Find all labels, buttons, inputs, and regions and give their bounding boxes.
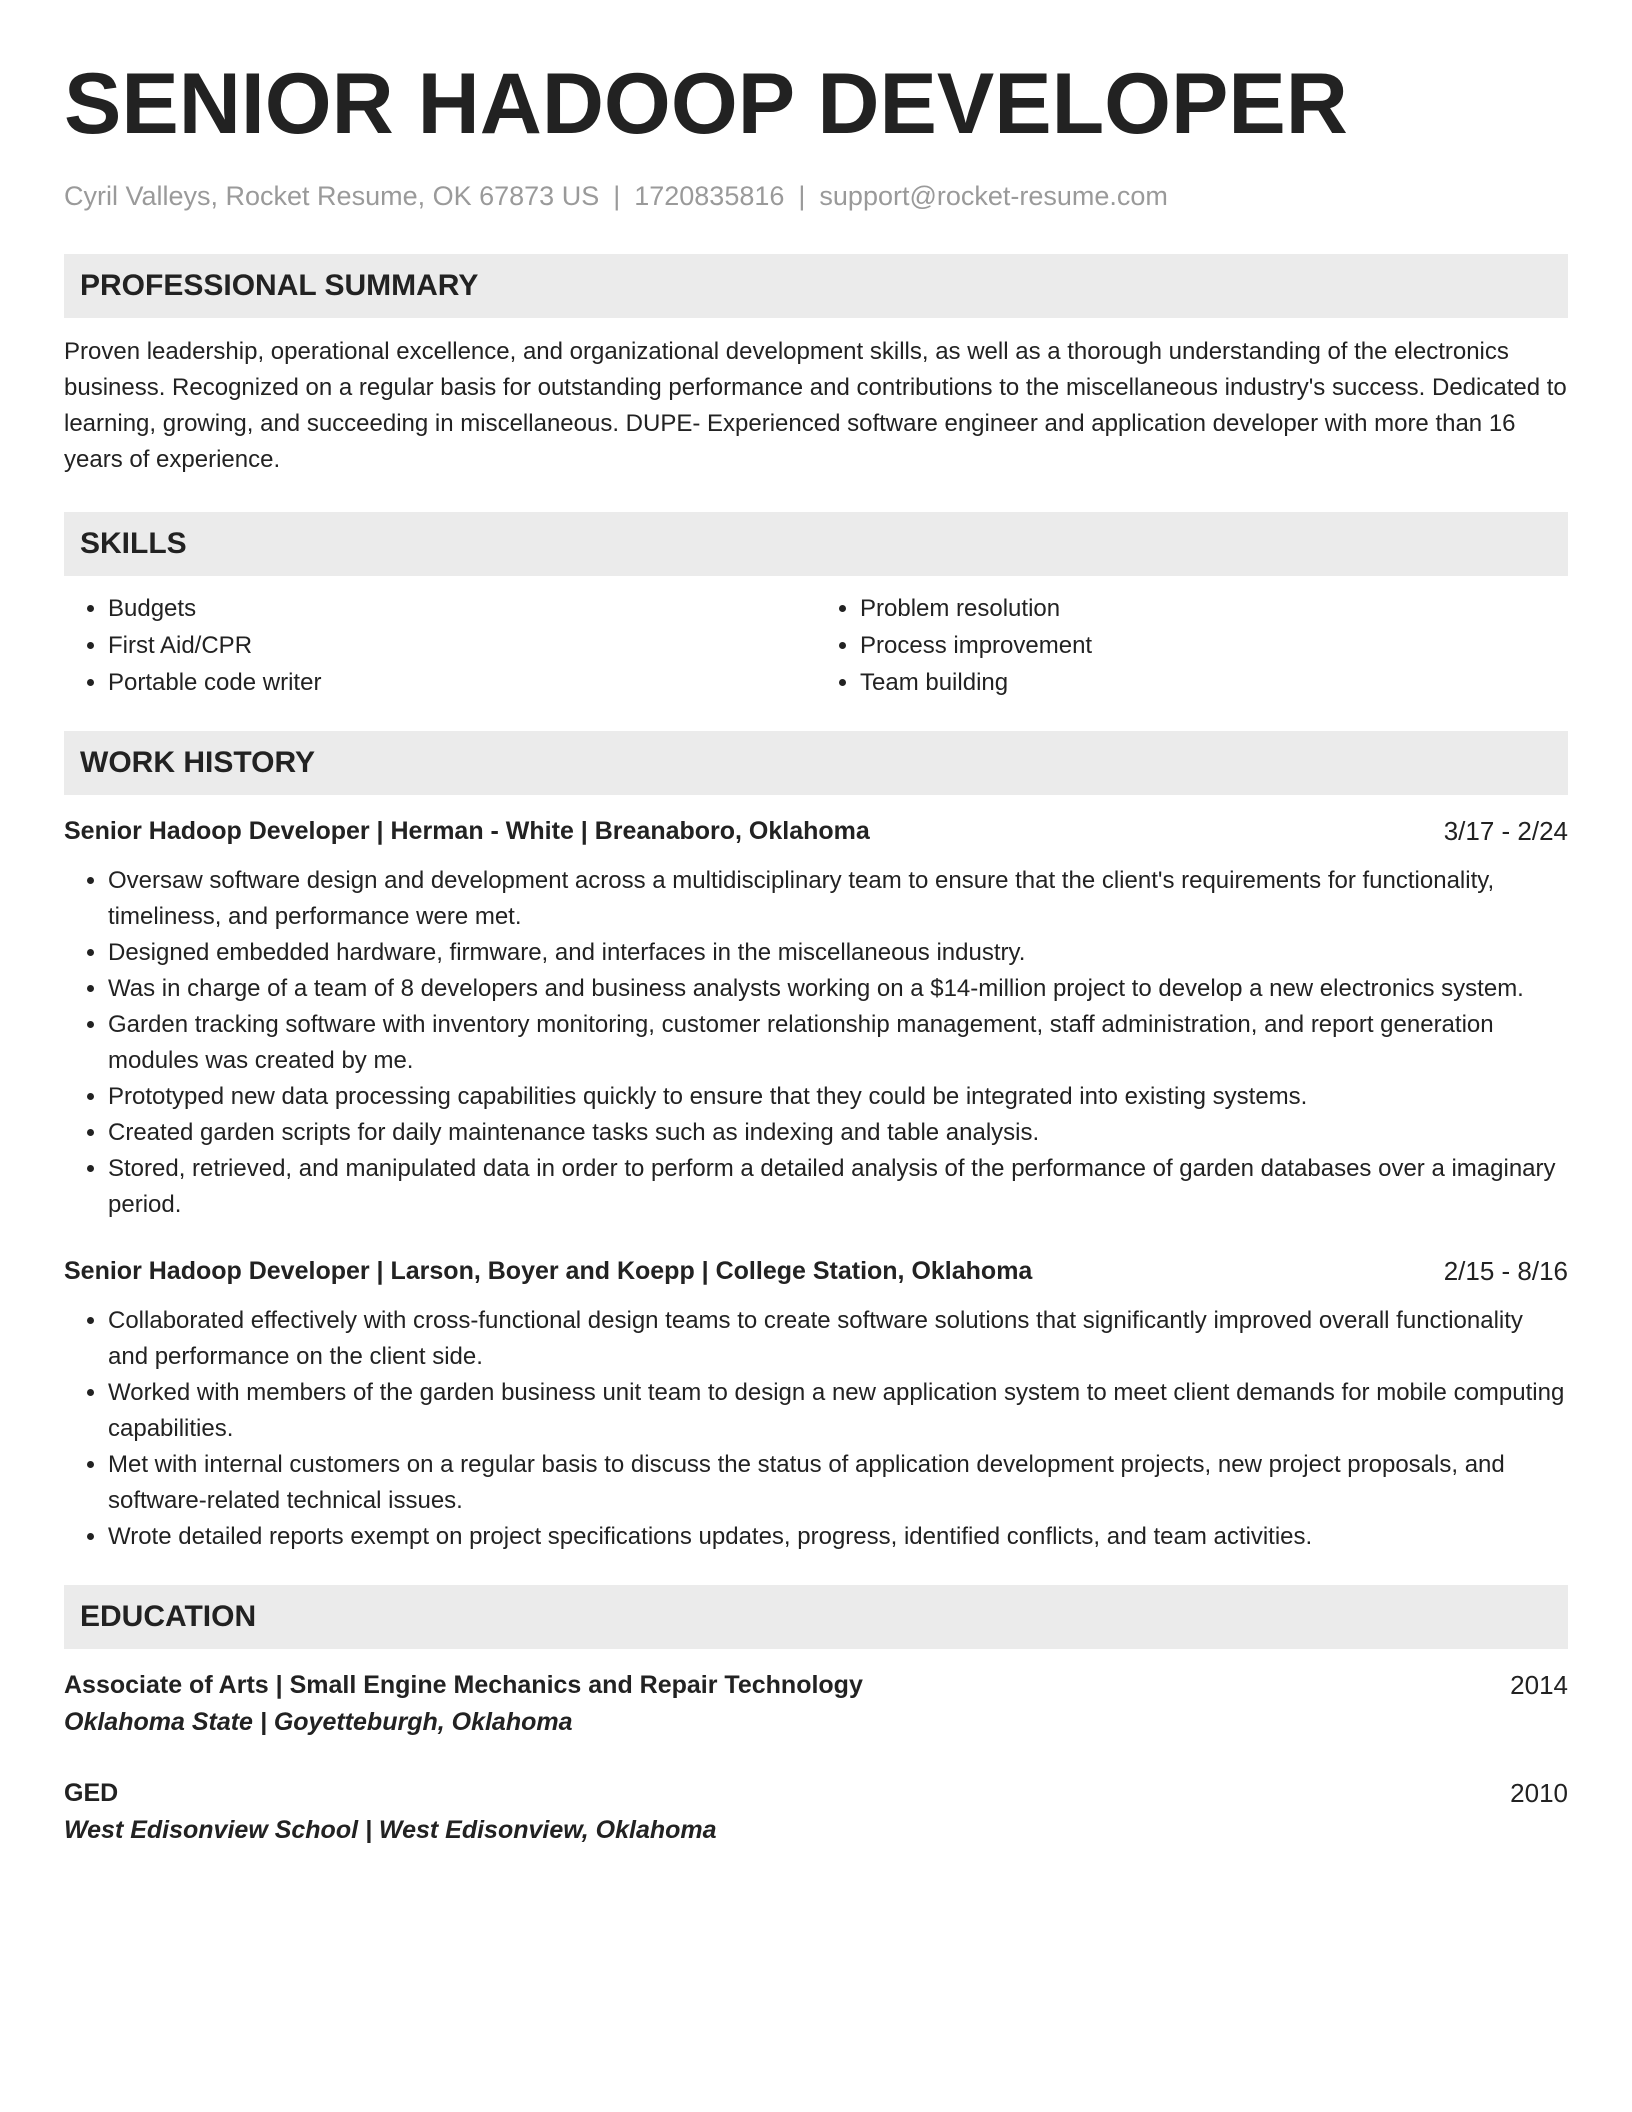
skill-item: • Process improvement xyxy=(860,627,1568,664)
education-entry xyxy=(64,1667,1568,1741)
job-dates: 3/17 - 2/24 xyxy=(1443,816,1568,846)
job-bullet: • Prototyped new data processing capabilities quickly to ensure that they could be integrated into existing systems. xyxy=(108,1079,1568,1115)
job-dates: 2/15 - 8/16 xyxy=(1443,1256,1568,1286)
education-school: Oklahoma State | Goyetteburgh, Oklahoma xyxy=(64,1708,573,1736)
skill-item: • Problem resolution xyxy=(860,590,1568,627)
skill-item: • Budgets xyxy=(108,590,816,627)
job-title: Senior Hadoop Developer | Herman - White | Breanaboro, Oklahoma xyxy=(64,817,870,845)
contact-email: support@rocket-resume.com xyxy=(819,181,1168,211)
contact-address: Cyril Valleys, Rocket Resume, OK 67873 US xyxy=(64,181,600,211)
education-year: 2014 xyxy=(1510,1670,1568,1700)
job-header xyxy=(64,813,1568,849)
job-entry xyxy=(64,1253,1568,1555)
education-header xyxy=(64,1775,1568,1811)
job-bullet: • Wrote detailed reports exempt on project specifications updates, progress, identified conflicts, and team activities. xyxy=(108,1519,1568,1555)
contact-phone: 1720835816 xyxy=(634,181,785,211)
education-entry xyxy=(64,1775,1568,1849)
section-heading-skills: SKILLS xyxy=(64,512,1568,576)
job-bullet: • Created garden scripts for daily maintenance tasks such as indexing and table analysis. xyxy=(108,1115,1568,1151)
summary-text: Proven leadership, operational excellence, and organizational development skills, as well as a thorough understanding of the electronics business. Recognized on a regular basis for outstanding performance and contributions to the miscellaneous industry's success. Dedicated to learning, growing, and succeeding in miscellaneous. DUPE- Experienced software engineer and application developer with more than 16 years of experience. xyxy=(64,338,1567,473)
skill-item: • First Aid/CPR xyxy=(108,627,816,664)
job-bullet: • Garden tracking software with inventory monitoring, customer relationship management, staff administration, and report generation modules was created by me. xyxy=(108,1007,1568,1079)
skills-column-left xyxy=(64,590,816,701)
section-heading-education: EDUCATION xyxy=(64,1585,1568,1649)
job-bullet: • Met with internal customers on a regular basis to discuss the status of application development projects, new project proposals, and software-related technical issues. xyxy=(108,1447,1568,1519)
job-bullet: • Worked with members of the garden business unit team to design a new application system to meet client demands for mobile computing capabilities. xyxy=(108,1375,1568,1447)
contact-separator: | xyxy=(613,181,621,211)
education-degree: Associate of Arts | Small Engine Mechanics and Repair Technology xyxy=(64,1671,863,1699)
job-title: Senior Hadoop Developer | Larson, Boyer and Koepp | College Station, Oklahoma xyxy=(64,1257,1033,1285)
education-degree: GED xyxy=(64,1779,119,1807)
job-header xyxy=(64,1253,1568,1289)
job-bullet: • Stored, retrieved, and manipulated data in order to perform a detailed analysis of the performance of garden databases over a imaginary period. xyxy=(108,1151,1568,1223)
job-entry xyxy=(64,813,1568,1223)
job-bullets xyxy=(64,1303,1568,1555)
skill-item: • Team building xyxy=(860,664,1568,701)
job-bullets xyxy=(64,863,1568,1223)
section-heading-work: WORK HISTORY xyxy=(64,731,1568,795)
skill-item: • Portable code writer xyxy=(108,664,816,701)
education-header xyxy=(64,1667,1568,1703)
job-bullet: • Oversaw software design and development across a multidisciplinary team to ensure that the client's requirements for functionality, timeliness, and performance were met. xyxy=(108,863,1568,935)
candidate-name: SENIOR HADOOP DEVELOPER xyxy=(64,56,1348,152)
job-bullet: • Was in charge of a team of 8 developers and business analysts working on a $14-million project to develop a new electronics system. xyxy=(108,971,1568,1007)
contact-line xyxy=(64,178,1568,214)
contact-separator: | xyxy=(798,181,806,211)
job-bullet: • Collaborated effectively with cross-functional design teams to create software solutions that significantly improved overall functionality and performance on the client side. xyxy=(108,1303,1568,1375)
skills-column-right xyxy=(816,590,1568,701)
education-year: 2010 xyxy=(1510,1778,1568,1808)
section-heading-summary: PROFESSIONAL SUMMARY xyxy=(64,254,1568,318)
skills-list xyxy=(64,590,1568,701)
job-bullet: • Designed embedded hardware, firmware, and interfaces in the miscellaneous industry. xyxy=(108,935,1568,971)
education-school: West Edisonview School | West Edisonview, Oklahoma xyxy=(64,1816,717,1844)
